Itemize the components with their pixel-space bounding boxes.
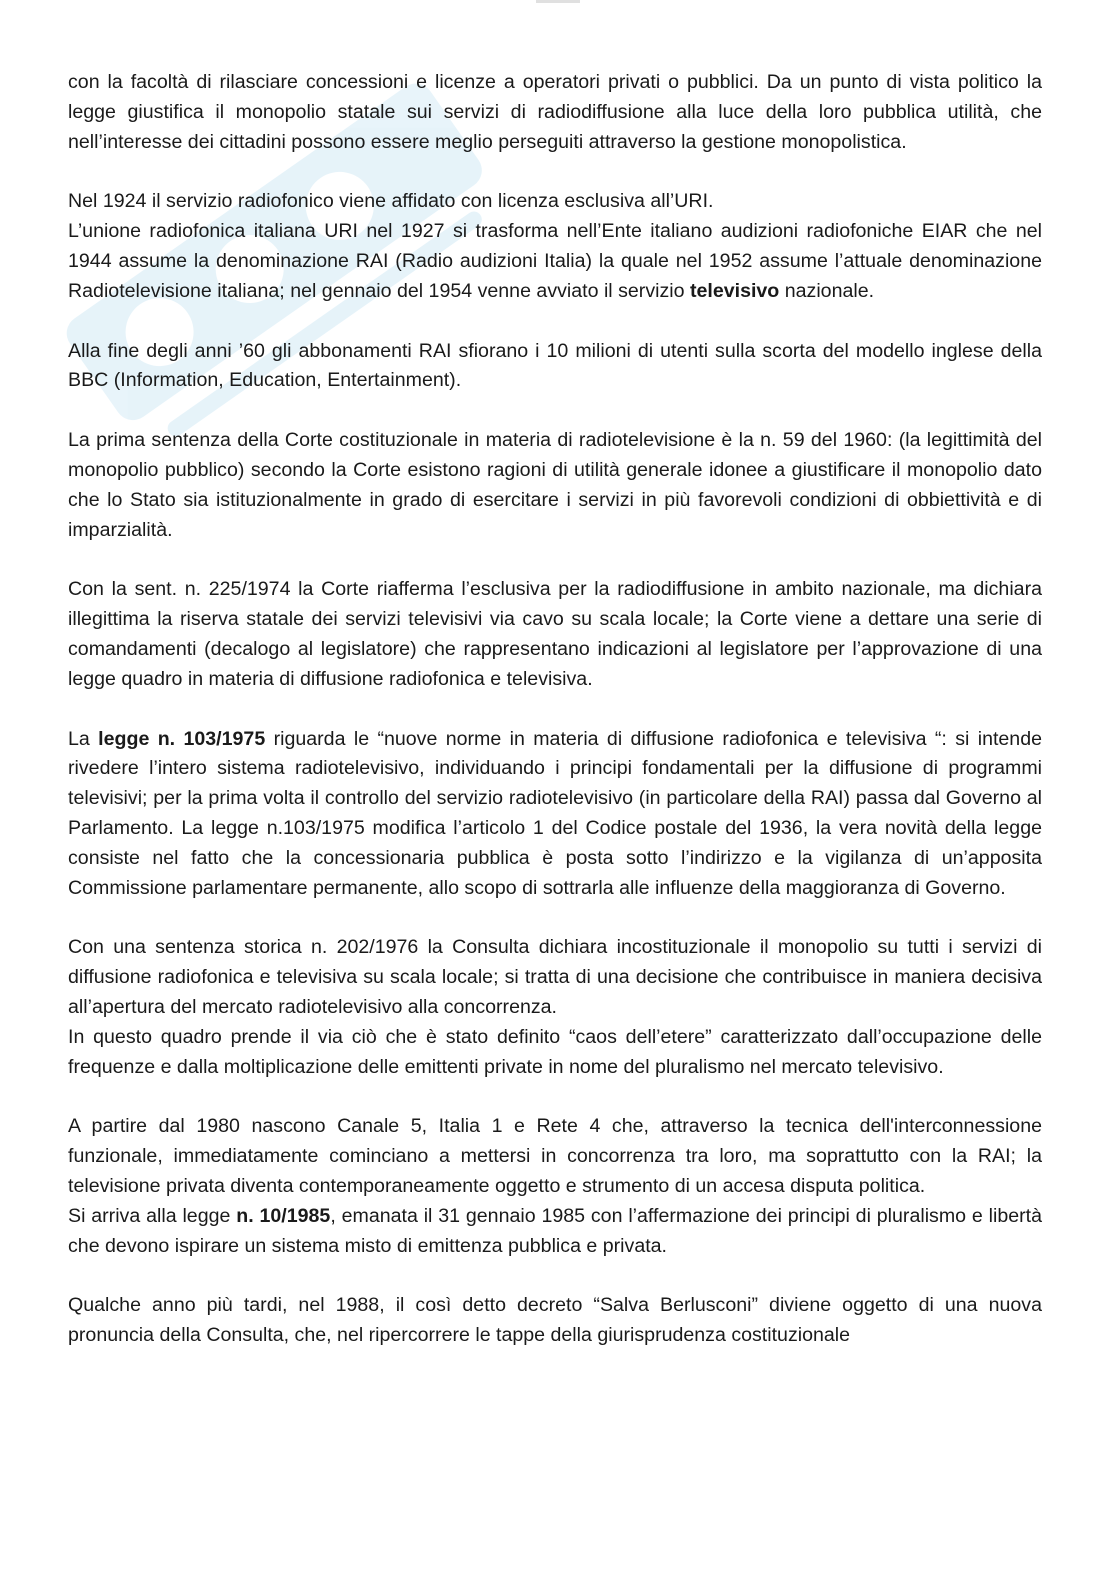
paragraph-sentenza-225-1974: Con la sent. n. 225/1974 la Corte riafferma l’esclusiva per la radiodiffusione in ambito nazionale, ma dichiara illegittima la riserva statale dei servizi televisivi via cavo su scala locale; la Corte viene a dettare una serie di comandamenti (decalogo al legislatore) che rappresentano indicazioni al legislatore per l’approvazione di una legge quadro in materia di diffusione radiofonica e televisiva.	[68, 578, 1042, 690]
paragraph-legge-103-text: riguarda le “nuove norme in materia di diffusione radiofonica e televisiva “: si intende rivedere l’intero sistema radiotelevisivo, individuando i principi fondamentali per la diffusione di programmi televisivi; per la prima volta il controllo del servizio radiotelevisivo (in particolare della RAI) passa dal Governo al Parlamento. La legge n.103/1975 modifica l’articolo 1 del Codice postale del 1936, la vera novità della legge consiste nel fatto che la concessionaria pubblica è posta sotto l’indirizzo e la vigilanza di un’apposita Commissione parlamentare permanente, allo scopo di sottrarla alle influenze della maggioranza di Governo.	[68, 727, 1042, 899]
paragraph-legge-103-1975	[68, 725, 1042, 904]
paragraph-legge-10-text: , emanata il 31 gennaio 1985 con l’affermazione dei principi di pluralismo e libertà che devono ispirare un sistema misto di emittenza pubblica e privata.	[68, 1204, 1043, 1257]
paragraph-eiar-rai-end: nazionale.	[779, 279, 875, 302]
paragraph-eiar-rai-text: L’unione radiofonica italiana URI nel 1927 si trasforma nell’Ente italiano audizioni radiofoniche EIAR che nel 1944 assume la denominazione RAI (Radio audizioni Italia) la quale nel 1952 assume l’attuale denominazione Radiotelevisione italiana; nel gennaio del 1954 venne avviato il servizio	[68, 220, 1042, 302]
paragraph-caos-etere: In questo quadro prende il via ciò che è stato definito “caos dell’etere” caratterizzato dall’occupazione delle frequenze e dalla moltiplicazione delle emittenti private in nome del pluralismo nel mercato televisivo.	[68, 1025, 1042, 1078]
paragraph-legge-10-1985	[68, 1202, 1042, 1262]
paragraph-concessioni: con la facoltà di rilasciare concessioni e licenze a operatori privati o pubblici. Da un punto di vista politico la legge giustifica il monopolio statale sui servizi di radiodiffusione alla luce della loro pubblica utilità, che nell’interesse dei cittadini possono essere meglio perseguiti attraverso la gestione monopolistica.	[68, 71, 1042, 153]
paragraph-sentenza-59-1960: La prima sentenza della Corte costituzionale in materia di radiotelevisione è la n. 59 del 1960: (la legittimità del monopolio pubblico) secondo la Corte esistono ragioni di utilità generale idonee a giustificare il monopolio dato che lo Stato sia istituzionalmente in grado di esercitare i servizi in più favorevoli condizioni di obbiettività e di imparzialità.	[68, 429, 1042, 541]
paragraph-abbonamenti-rai: Alla fine degli anni ’60 gli abbonamenti RAI sfiorano i 10 milioni di utenti sulla scorta del modello inglese della BBC (Information, Education, Entertainment).	[68, 339, 1042, 392]
paragraph-uri-1924: Nel 1924 il servizio radiofonico viene affidato con licenza esclusiva all’URI.	[68, 190, 714, 213]
page-header-mark	[536, 0, 580, 3]
paragraph-legge-10-start: Si arriva alla legge	[68, 1204, 237, 1227]
document-body	[68, 68, 1042, 1351]
bold-legge-10-1985: n. 10/1985	[236, 1204, 331, 1227]
bold-televisivo: televisivo	[689, 279, 780, 302]
bold-legge-103-1975: legge n. 103/1975	[98, 727, 266, 750]
paragraph-eiar-rai	[68, 217, 1042, 306]
paragraph-legge-103-start: La	[68, 727, 99, 750]
paragraph-sentenza-202-1976: Con una sentenza storica n. 202/1976 la Consulta dichiara incostituzionale il monopolio su tutti i servizi di diffusione radiofonica e televisiva su scala locale; si tratta di una decisione che contribuisce in maniera decisiva all’apertura del mercato radiotelevisivo alla concorrenza.	[68, 936, 1042, 1018]
paragraph-canale5-italia1: A partire dal 1980 nascono Canale 5, Italia 1 e Rete 4 che, attraverso la tecnica dell'interconnessione funzionale, immediatamente cominciano a mettersi in concorrenza tra loro, ma soprattutto con la RAI; la televisione privata diventa contemporaneamente oggetto e strumento di un accesa disputa politica.	[68, 1115, 1042, 1197]
paragraph-salva-berlusconi: Qualche anno più tardi, nel 1988, il così detto decreto “Salva Berlusconi” diviene oggetto di una nuova pronuncia della Consulta, che, nel ripercorrere le tappe della giurisprudenza costituzionale	[68, 1294, 1042, 1347]
